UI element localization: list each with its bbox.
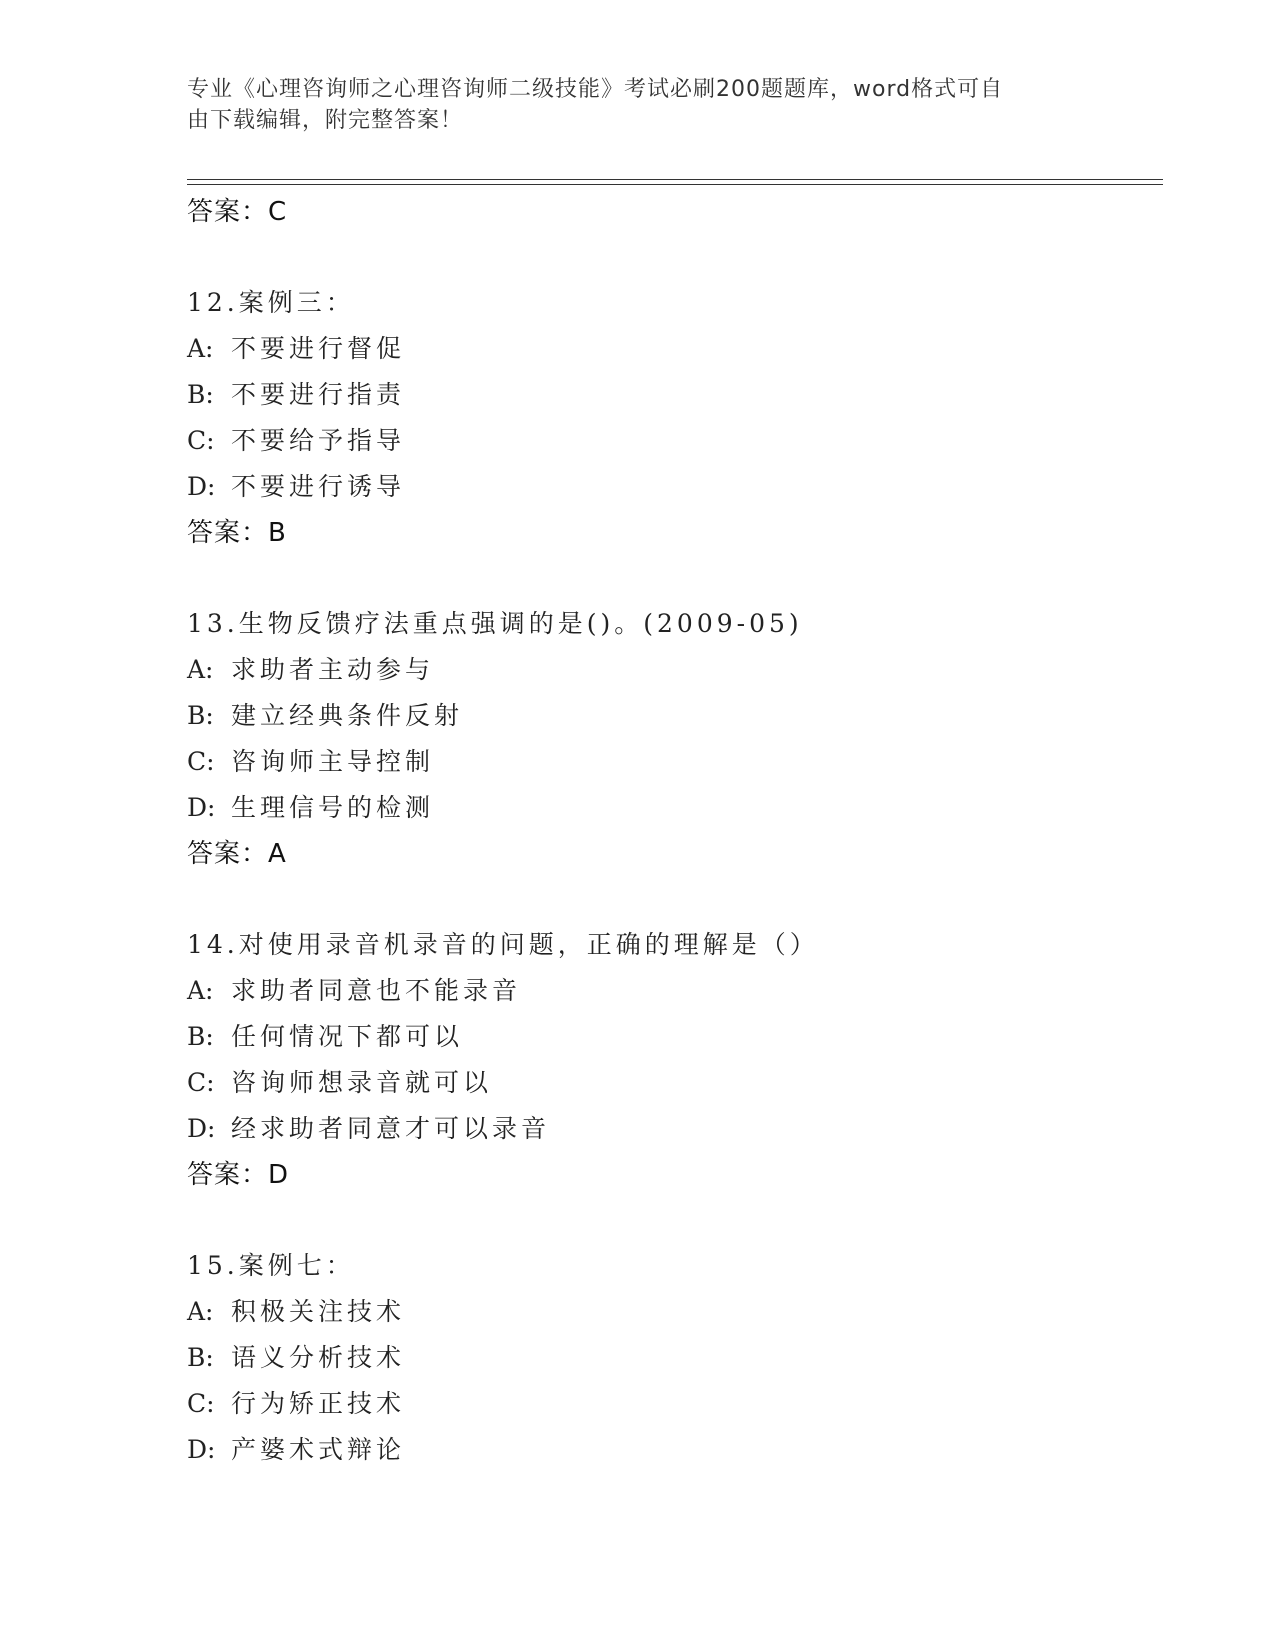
question-answer: 答案：A xyxy=(187,839,287,869)
option-b xyxy=(187,1335,1163,1381)
header-line-2: 由下载编辑，附完整答案！ xyxy=(187,108,464,133)
previous-answer: 答案：C xyxy=(187,197,288,227)
option-d xyxy=(187,1106,1163,1152)
question-answer: 答案：B xyxy=(187,518,287,548)
question-15 xyxy=(187,1243,1163,1473)
option-letter: D: xyxy=(187,1114,216,1143)
option-letter: D: xyxy=(187,1435,216,1464)
question-list xyxy=(187,189,1163,1473)
option-text: 经求助者同意才可以录音 xyxy=(231,1114,551,1143)
option-c xyxy=(187,739,1163,785)
option-d xyxy=(187,464,1163,510)
option-letter: C: xyxy=(187,426,215,455)
option-text: 积极关注技术 xyxy=(231,1297,406,1326)
option-text: 求助者同意也不能录音 xyxy=(231,976,522,1005)
question-stem: 14.对使用录音机录音的问题，正确的理解是（） xyxy=(187,930,819,959)
option-letter: B: xyxy=(187,1343,214,1372)
question-12 xyxy=(187,280,1163,556)
question-stem: 15.案例七： xyxy=(187,1251,355,1280)
option-a xyxy=(187,326,1163,372)
option-letter: A: xyxy=(187,1297,214,1326)
option-text: 不要进行督促 xyxy=(231,334,406,363)
option-text: 生理信号的检测 xyxy=(231,793,435,822)
option-b xyxy=(187,1014,1163,1060)
option-text: 任何情况下都可以 xyxy=(231,1022,464,1051)
option-text: 不要给予指导 xyxy=(231,426,406,455)
header-line-1: 专业《心理咨询师之心理咨询师二级技能》考试必刷200题题库，word格式可自 xyxy=(187,77,1004,102)
option-letter: D: xyxy=(187,472,216,501)
option-b xyxy=(187,693,1163,739)
option-c xyxy=(187,418,1163,464)
question-stem: 12.案例三： xyxy=(187,288,355,317)
option-letter: A: xyxy=(187,655,214,684)
option-d xyxy=(187,785,1163,831)
header-divider-top xyxy=(187,179,1163,180)
option-a xyxy=(187,647,1163,693)
header-divider-bottom xyxy=(187,184,1163,185)
option-letter: C: xyxy=(187,1068,215,1097)
option-d xyxy=(187,1427,1163,1473)
option-c xyxy=(187,1060,1163,1106)
option-text: 不要进行指责 xyxy=(231,380,406,409)
option-a xyxy=(187,1289,1163,1335)
option-a xyxy=(187,968,1163,1014)
option-letter: B: xyxy=(187,701,214,730)
option-c xyxy=(187,1381,1163,1427)
option-text: 求助者主动参与 xyxy=(231,655,435,684)
option-b xyxy=(187,372,1163,418)
option-letter: D: xyxy=(187,793,216,822)
question-14 xyxy=(187,922,1163,1198)
option-text: 建立经典条件反射 xyxy=(231,701,464,730)
question-13 xyxy=(187,601,1163,877)
option-letter: A: xyxy=(187,976,214,1005)
question-answer: 答案：D xyxy=(187,1160,290,1190)
question-stem: 13.生物反馈疗法重点强调的是()。(2009-05) xyxy=(187,609,803,638)
option-text: 咨询师主导控制 xyxy=(231,747,435,776)
option-text: 行为矫正技术 xyxy=(231,1389,406,1418)
document-header xyxy=(187,74,1067,136)
option-letter: B: xyxy=(187,1022,214,1051)
option-text: 不要进行诱导 xyxy=(231,472,406,501)
option-text: 语义分析技术 xyxy=(231,1343,406,1372)
option-letter: A: xyxy=(187,334,214,363)
option-text: 产婆术式辩论 xyxy=(231,1435,406,1464)
option-letter: C: xyxy=(187,747,215,776)
option-letter: B: xyxy=(187,380,214,409)
option-text: 咨询师想录音就可以 xyxy=(231,1068,493,1097)
option-letter: C: xyxy=(187,1389,215,1418)
